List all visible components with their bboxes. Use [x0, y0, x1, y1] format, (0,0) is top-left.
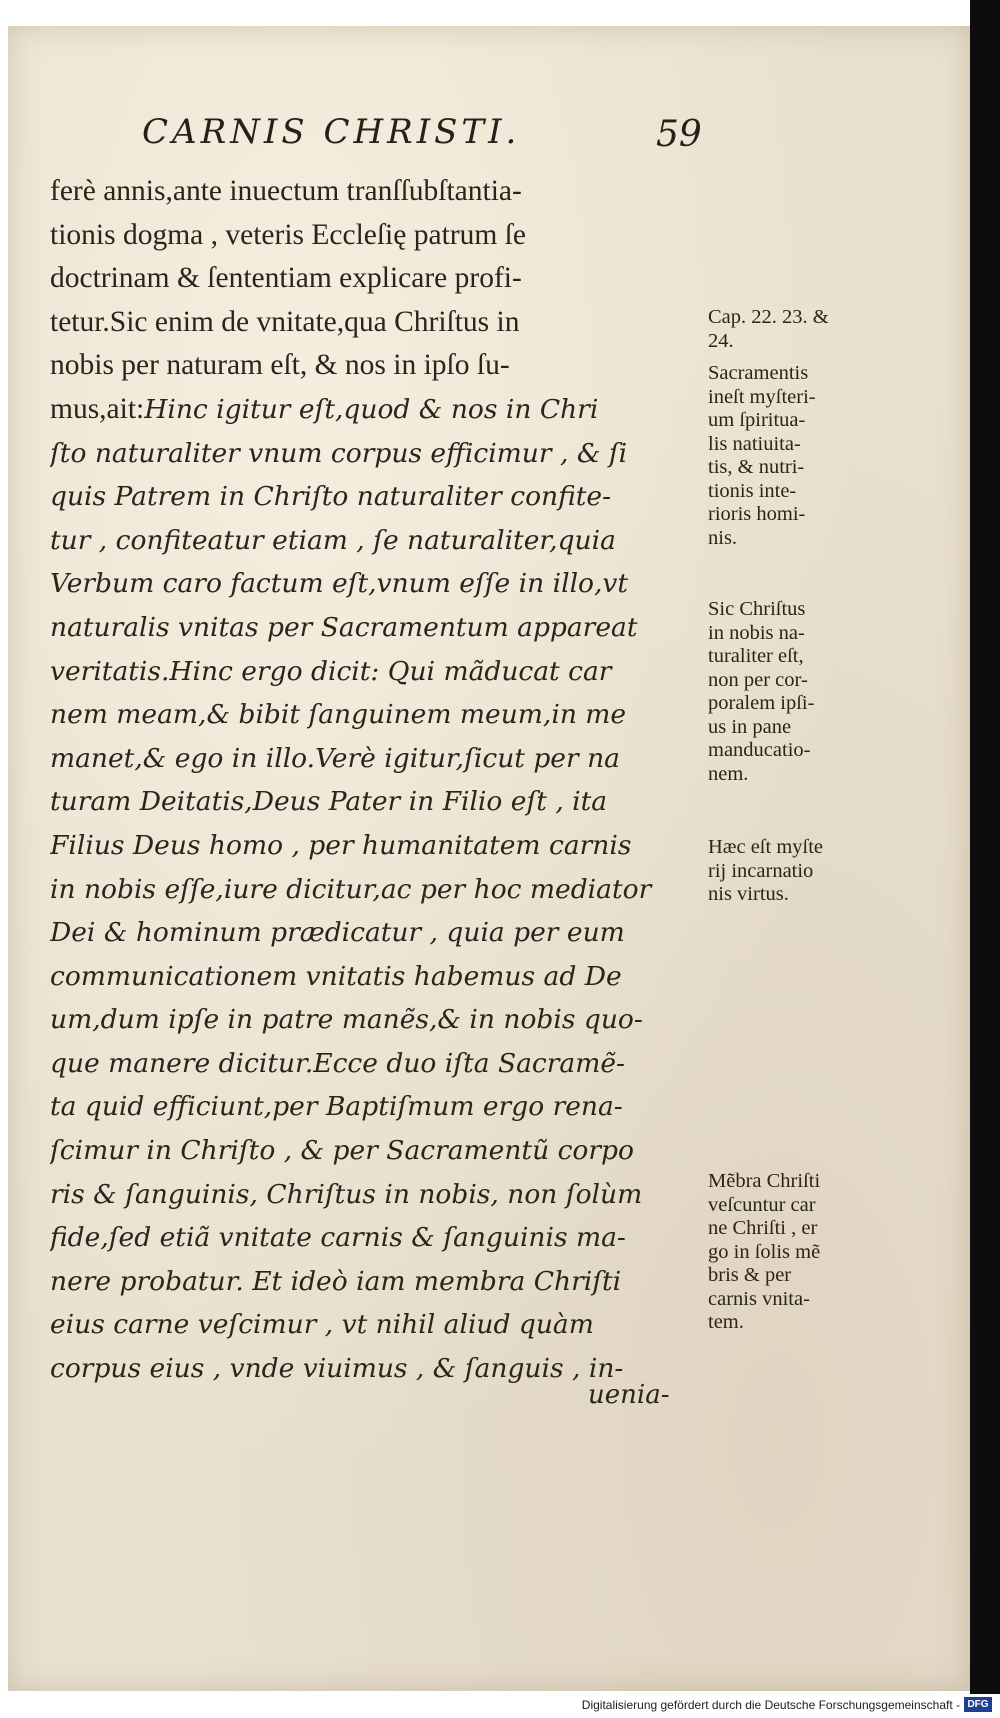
margin-note-membra: [708, 1170, 880, 1335]
text-line: corpus eius , vnde viuimus , & ſanguis , in-: [50, 1353, 624, 1385]
text-line: ſto naturaliter vnum corpus efficimur , & ſi: [50, 437, 628, 469]
margin-note-line: bris & per: [708, 1264, 792, 1286]
margin-note-line: nem.: [708, 762, 749, 785]
text-line-italic-part: Hinc igitur eſt,quod & nos in Chri: [144, 393, 599, 425]
text-line: manet,& ego in illo.Verè igitur,ſicut per na: [50, 742, 620, 774]
margin-note-sacramentis: [708, 362, 880, 550]
dfg-logo: DFG: [964, 1697, 992, 1712]
text-line: Dei & hominum prædicatur , quia per eum: [50, 917, 625, 949]
text-line: ris & ſanguinis, Chriſtus in nobis, non ſolùm: [50, 1178, 643, 1210]
margin-note-line: non per cor-: [708, 668, 808, 691]
text-line: ſcimur in Chriſto , & per Sacramentũ corpo: [50, 1135, 634, 1167]
margin-note-line: tem.: [708, 1311, 744, 1333]
margin-note-line: lis natiuita-: [708, 432, 801, 455]
text-line-roman-part: mus,ait:: [50, 392, 145, 425]
margin-note-line: manducatio-: [708, 739, 811, 761]
margin-note-line: nis virtus.: [708, 883, 789, 905]
text-line: in nobis eſſe,iure dicitur,ac per hoc mediator: [50, 873, 652, 905]
main-text-block: [50, 170, 700, 1391]
margin-note-line: Sic Chriſtus: [708, 598, 806, 620]
margin-note-line: carnis vnita-: [708, 1287, 810, 1310]
text-line: tionis dogma , veteris Eccleſię patrum ſe: [50, 218, 526, 251]
text-line: eius carne veſcimur , vt nihil aliud quàm: [50, 1309, 594, 1341]
text-line: fide,ſed etiã vnitate carnis & ſanguinis ma-: [50, 1222, 626, 1254]
text-line: communicationem vnitatis habemus ad De: [50, 960, 622, 992]
margin-note-line: Sacramentis: [708, 362, 809, 384]
text-line: [50, 388, 700, 432]
margin-note-line: Cap. 22. 23. &: [708, 306, 829, 328]
margin-note-reference: [708, 306, 880, 353]
text-line: ta quid efficiunt,per Baptiſmum ergo rena-: [50, 1091, 623, 1123]
text-line: doctrinam & ſententiam explicare profi-: [50, 262, 522, 295]
margin-note-line: ineſt myſteri-: [708, 385, 816, 408]
margin-note-line: ne Chriſti , er: [708, 1217, 818, 1239]
text-line: nobis per naturam eſt, & nos in ipſo ſu-: [50, 349, 510, 382]
text-line: tur , confiteatur etiam , ſe naturaliter,quia: [50, 524, 616, 556]
margin-note-line: veſcuntur car: [708, 1193, 816, 1216]
scan-edge: [970, 0, 1000, 1718]
text-line: quis Patrem in Chriſto naturaliter confite-: [50, 481, 612, 513]
text-line: turam Deitatis,Deus Pater in Filio eſt , ita: [50, 786, 608, 818]
margin-note-line: rij incarnatio: [708, 859, 814, 882]
text-line: que manere dicitur.Ecce duo iſta Sacramẽ-: [50, 1047, 625, 1079]
margin-note-line: us in pane: [708, 715, 792, 738]
margin-note-line: 24.: [708, 329, 734, 352]
text-line: um,dum ipſe in patre manẽs,& in nobis quo-: [50, 1004, 643, 1036]
text-line: veritatis.Hinc ergo dicit: Qui mãducat car: [50, 655, 612, 687]
margin-note-line: turaliter eſt,: [708, 645, 804, 667]
text-line: Filius Deus homo , per humanitatem carnis: [50, 829, 632, 861]
margin-note-sic-christus: [708, 598, 880, 786]
margin-note-line: tis, & nutri-: [708, 456, 805, 478]
margin-note-line: rioris homi-: [708, 503, 806, 525]
page-header: [142, 112, 702, 154]
catchword: uenia-: [588, 1380, 670, 1410]
margin-note-line: poralem ipſi-: [708, 692, 815, 714]
text-line: tetur.Sic enim de vnitate,qua Chriſtus in: [50, 305, 520, 338]
text-line: nere probatur. Et ideò iam membra Chriſti: [50, 1265, 622, 1297]
margin-note-line: tionis inte-: [708, 479, 797, 502]
margin-note-line: Mẽbra Chriſti: [708, 1170, 821, 1192]
text-line: Verbum caro factum eſt,vnum eſſe in illo,vt: [50, 568, 629, 600]
margin-note-line: in nobis na-: [708, 621, 805, 644]
page-number: 59: [656, 114, 702, 155]
margin-note-line: nis.: [708, 526, 738, 549]
text-line: ferè annis,ante inuectum tranſſubſtantia-: [50, 175, 522, 207]
margin-note-line: Hæc eſt myſte: [708, 836, 824, 858]
digitization-footer: [0, 1694, 1000, 1718]
text-line: naturalis vnitas per Sacramentum appareat: [50, 611, 638, 643]
margin-note-line: go in ſolis mẽ: [708, 1240, 821, 1263]
funding-credit: Digitalisierung gefördert durch die Deutsche Forschungsgemeinschaft -: [581, 1698, 960, 1712]
running-head: CARNIS CHRISTI.: [142, 112, 521, 152]
margin-note-line: um ſpiritua-: [708, 409, 806, 431]
text-line: nem meam,& bibit ſanguinem meum,in me: [50, 699, 627, 731]
margin-note-haec-est: [708, 836, 880, 907]
